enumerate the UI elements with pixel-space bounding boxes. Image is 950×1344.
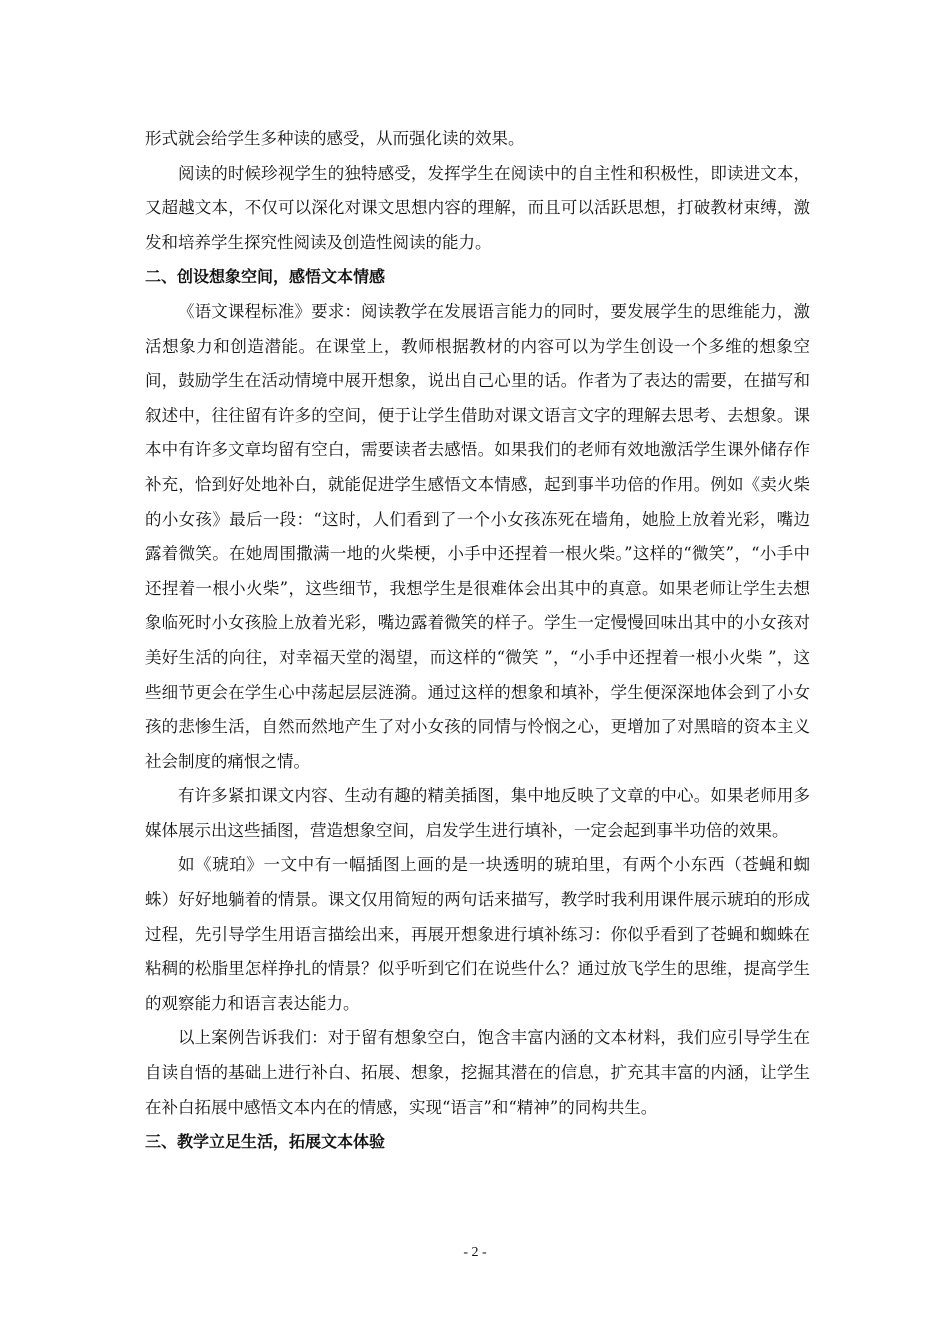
paragraph: 《语文课程标准》要求：阅读教学在发展语言能力的同时，要发展学生的思维能力，激活想象力和创造潜能。在课堂上，教师根据教材的内容可以为学生创设一个多维的想象空间，鼓励学生在活动情境中展开想象，说出自己心里的话。作者为了表达的需要，在描写和叙述中，往往留有许多的空间，便于让学生借助对课文语言文字的理解去思考、去想象。课本中有许多文章均留有空白，需要读者去感悟。如果我们的老师有效地激活学生课外储存作补充，恰到好处地补白，就能促进学生感悟文本情感，起到事半功倍的作用。例如《卖火柴的小女孩》最后一段：“这时，人们看到了一个小女孩冻死在墙角，她脸上放着光彩，嘴边露着微笑。在她周围撒满一地的火柴梗，小手中还捏着一根火柴。”这样的“微笑”，“小手中还捏着一根小火柴”，这些细节，我想学生是很难体会出其中的真意。如果老师让学生去想象临死时小女孩脸上放着光彩，嘴边露着微笑的样子。学生一定慢慢回味出其中的小女孩对美好生活的向往，对幸福天堂的渴望，而这样的“微笑 ”，“小手中还捏着一根小火柴 ”，这些细节更会在学生心中荡起层层涟漪。通过这样的想象和填补，学生便深深地体会到了小女孩的悲惨生活，自然而然地产生了对小女孩的同情与怜悯之心，更增加了对黑暗的资本主义社会制度的痛恨之情。: [145, 301, 810, 771]
paragraph: 阅读的时候珍视学生的独特感受，发挥学生在阅读中的自主性和积极性，即读进文本，又超越文本，不仅可以深化对课文思想内容的理解，而且可以活跃思想，打破教材束缚，激发和培养学生探究性阅读及创造性阅读的能力。: [145, 163, 810, 252]
section-heading: 二、创设想象空间，感悟文本情感: [145, 267, 386, 287]
paragraph: 有许多紧扣课文内容、生动有趣的精美插图，集中地反映了文章的中心。如果老师用多媒体展示出这些插图，营造想象空间，启发学生进行填补，一定会起到事半功倍的效果。: [145, 786, 810, 840]
section-heading: 三、教学立足生活，拓展文本体验: [145, 1132, 386, 1152]
paragraph: 如《琥珀》一文中有一幅插图上画的是一块透明的琥珀里，有两个小东西（苍蝇和蜘蛛）好好地躺着的情景。课文仅用简短的两句话来描写，教学时我利用课件展示琥珀的形成过程，先引导学生用语言描绘出来，再展开想象进行填补练习：你似乎看到了苍蝇和蜘蛛在粘稠的松脂里怎样挣扎的情景？似乎听到它们在说些什么？通过放飞学生的思维，提高学生的观察能力和语言表达能力。: [145, 855, 810, 1013]
paragraph: 以上案例告诉我们：对于留有想象空白，饱含丰富内涵的文本材料，我们应引导学生在自读自悟的基础上进行补白、拓展、想象，挖掘其潜在的信息，扩充其丰富的内涵，让学生在补白拓展中感悟文本内在的情感，实现“语言”和“精神”的同构共生。: [145, 1028, 810, 1117]
paragraph: 形式就会给学生多种读的感受，从而强化读的效果。: [145, 129, 525, 148]
page-number: - 2 -: [463, 1245, 487, 1260]
document-body: [145, 122, 810, 1160]
